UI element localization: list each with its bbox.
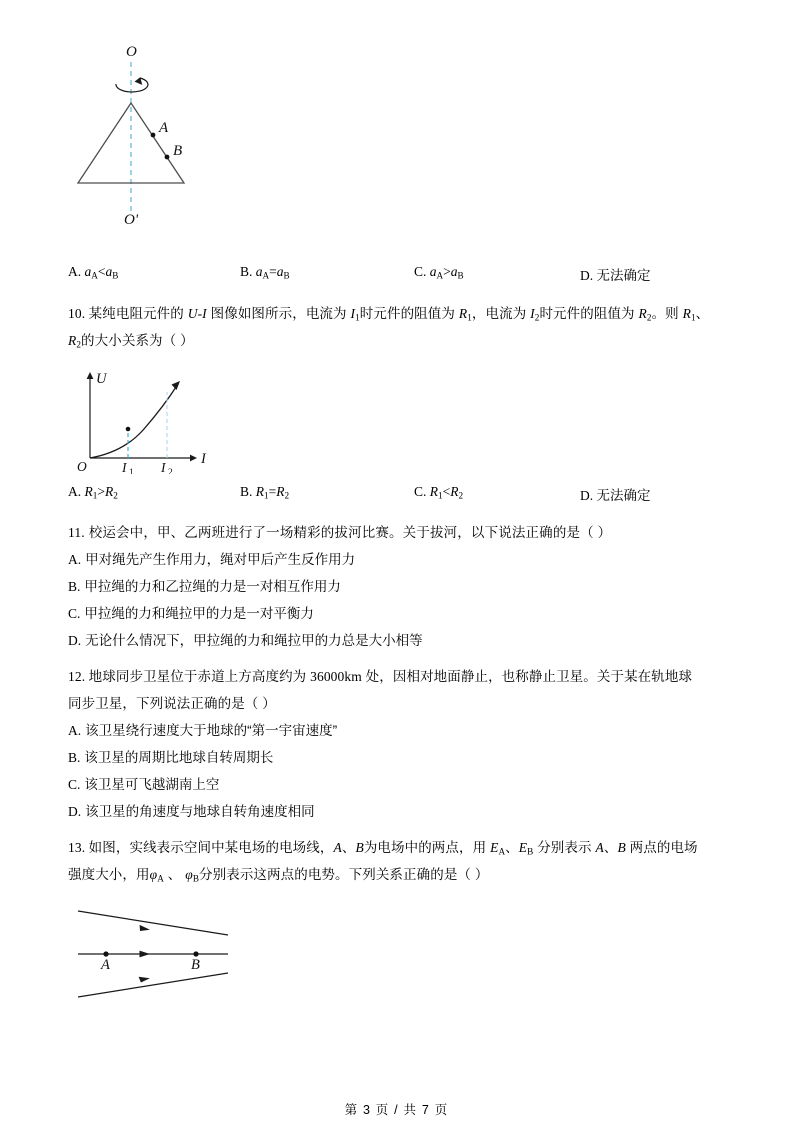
q10-text-5: 时元件的阻值为 (539, 306, 639, 321)
u-axis-label: U (96, 371, 107, 387)
option-c-relation: > (443, 264, 451, 279)
q12-distance-value: 36000km (310, 669, 362, 684)
question-10-option-c[interactable] (414, 484, 463, 500)
question-11-option-a[interactable] (68, 546, 728, 573)
q10-option-b-var2: R (276, 484, 285, 499)
q11-option-b-label: B. (68, 579, 81, 594)
q11-option-c-label: C. (68, 606, 81, 621)
q10-text-1: 某纯电阻元件的 (88, 306, 188, 321)
option-a-var2: a (105, 264, 113, 279)
origin-label: O (77, 459, 87, 474)
cone-label-b: B (173, 143, 183, 159)
q10-option-c-sub2: 2 (458, 490, 464, 501)
q13-phi-b: φ (185, 867, 193, 882)
question-11-option-b[interactable] (68, 573, 728, 600)
point-b-dot (165, 155, 170, 160)
field-line-middle-arrowhead (140, 951, 151, 958)
q10-text-4: ，电流为 (471, 306, 531, 321)
question-10-option-a[interactable] (68, 484, 118, 500)
q13-text-6: 、 (603, 840, 618, 855)
question-10-option-b[interactable] (240, 484, 289, 500)
q10-option-d-text: 无法确定 (596, 488, 651, 503)
field-line-top (78, 911, 228, 935)
field-line-bottom-arrowhead (139, 975, 151, 983)
q11-option-d-label: D. (68, 633, 82, 648)
q10-option-c-var2: R (450, 484, 459, 499)
u-i-curve-figure (68, 366, 728, 474)
q11-option-c-text: 甲拉绳的力和绳拉甲的力是一对平衡力 (84, 606, 314, 621)
q10-ui-label: U-I (187, 306, 207, 321)
rotation-arrow-arc (116, 78, 148, 92)
q12-option-b-text: 该卫星的周期比地球自转周期长 (84, 750, 274, 765)
question-10-option-d[interactable] (580, 484, 651, 504)
cone-label-a: A (159, 120, 169, 136)
question-12-stem-line1 (68, 663, 728, 690)
q10-option-a-relation: > (97, 484, 105, 499)
q10-r2-sub: 2 (646, 312, 652, 323)
option-b-sub2: B (283, 270, 290, 281)
q10-r2: R (638, 306, 647, 321)
cone-svg (68, 40, 308, 226)
q12-text-1: 地球同步卫星位于赤道上方高度约为 (88, 669, 311, 684)
q10-option-b-sub2: 2 (284, 490, 290, 501)
option-a-sub2: B (112, 270, 119, 281)
field-point-b-dot (193, 951, 198, 956)
ui-curve-arrowhead (172, 381, 181, 390)
i1-point-dot (126, 427, 131, 432)
question-13-stem (68, 834, 728, 888)
q12-option-c-label: C. (68, 777, 81, 792)
q13-text-3: 为电场中的两点，用 (363, 840, 491, 855)
q10-option-b-sub1: 1 (264, 490, 269, 501)
q12-option-a-label: A. (68, 723, 82, 738)
q10-option-a-sub2: 2 (113, 490, 118, 501)
question-13-stem-line1 (68, 834, 728, 861)
field-point-b-label: B (191, 957, 200, 973)
q10-l2-r2: R (68, 333, 77, 348)
option-c-sub2: B (457, 270, 464, 281)
q11-option-b-text: 甲拉绳的力和乙拉绳的力是一对相互作用力 (84, 579, 341, 594)
question-13-stem-line2 (68, 861, 728, 888)
q10-option-a-label: A. (68, 484, 82, 499)
question-10-stem-line1 (68, 300, 728, 327)
q13-text-2: 、 (341, 840, 356, 855)
q10-option-a-sub1: 1 (92, 490, 98, 501)
q13-text-5: 分别表示 (533, 840, 596, 855)
page-footer: 第 3 页 / 共 7 页 (344, 1103, 449, 1117)
i-axis-arrowhead (190, 455, 197, 462)
q10-r1b: R (682, 306, 691, 321)
q13-point-a2: A (595, 840, 604, 855)
q10-option-c-var1: R (429, 484, 439, 499)
field-lines-svg (68, 902, 328, 1007)
q13-phi-b-sub: B (192, 873, 200, 884)
question-13-number: 13. (68, 840, 86, 855)
question-10-stem (68, 300, 728, 354)
q13-text-1: 如图，实线表示空间中某电场的电场线， (88, 840, 334, 855)
option-c-label: C. (414, 264, 427, 279)
q13-text-7: 两点的电场 (625, 840, 698, 855)
q10-r1b-sub: 1 (690, 312, 696, 323)
option-b-label: B. (240, 264, 253, 279)
option-c-var2: a (450, 264, 458, 279)
cone-label-o-bottom: O' (124, 212, 139, 226)
i1-tick-label: I (122, 460, 127, 474)
question-11-stem-text: 校运会中，甲、乙两班进行了一场精彩的拔河比赛。关于拔河，以下说法正确的是（ ） (88, 525, 612, 540)
question-10-options-row (68, 484, 728, 510)
q10-option-c-label: C. (414, 484, 427, 499)
q13-l2-text-1: 强度大小，用 (68, 867, 150, 882)
field-line-bottom (78, 973, 228, 997)
option-a-var1: a (84, 264, 92, 279)
field-point-a-dot (103, 951, 108, 956)
question-12-number: 12. (68, 669, 86, 684)
q12-text-2: 处，因相对地面静止，也称静止卫星。关于某在轨地球 (361, 669, 693, 684)
rotating-cone-figure (68, 40, 728, 226)
q13-text-4: 、 (505, 840, 519, 855)
i2-tick-label: I (161, 460, 166, 474)
q11-option-a-label: A. (68, 552, 82, 567)
field-line-top-arrowhead (139, 925, 151, 933)
q12-option-c-text: 该卫星可飞越湖南上空 (84, 777, 220, 792)
q10-option-b-relation: = (268, 484, 277, 499)
field-point-a-label: A (101, 957, 110, 973)
q13-ea: E (490, 840, 499, 855)
q10-option-b-var1: R (255, 484, 265, 499)
q13-l2-text-3: 分别表示这两点的电势。下列关系正确的是（ ） (199, 867, 489, 882)
q12-option-b-label: B. (68, 750, 81, 765)
option-c-sub1: A (436, 270, 444, 281)
q10-l2-r2-sub: 2 (76, 339, 82, 350)
ui-characteristic-curve (90, 384, 178, 458)
question-9-option-a[interactable] (68, 264, 118, 280)
q10-text-2: 图像如图所示，电流为 (206, 306, 351, 321)
q10-option-a-var2: R (104, 484, 114, 499)
question-11-number: 11. (68, 525, 85, 540)
q10-r1-sub: 1 (467, 312, 472, 323)
question-10-stem-line2 (68, 327, 728, 354)
q10-l2-text: 的大小关系为（ ） (81, 333, 194, 348)
q13-phi-a-sub: A (157, 873, 164, 884)
question-12-option-b[interactable] (68, 744, 728, 771)
option-b-var2: a (276, 264, 284, 279)
q10-option-d-label: D. (580, 488, 594, 503)
i2-tick-subscript: 2 (168, 468, 173, 474)
question-11-option-c[interactable] (68, 600, 728, 627)
q10-option-c-sub1: 1 (438, 490, 443, 501)
q10-option-c-relation: < (442, 484, 451, 499)
question-12-option-a[interactable] (68, 717, 728, 744)
question-12-stem-line2: 同步卫星，下列说法正确的是（ ） (68, 696, 276, 711)
option-a-sub1: A (91, 270, 98, 281)
q13-point-b2: B (617, 840, 626, 855)
electric-field-lines-figure (68, 902, 728, 1007)
q10-i1: I (350, 306, 356, 321)
question-10-number: 10. (68, 306, 86, 321)
option-d-label: D. (580, 268, 594, 283)
question-12-stem (68, 663, 728, 717)
q13-point-b: B (355, 840, 364, 855)
option-c-var1: a (429, 264, 437, 279)
option-b-sub1: A (262, 270, 270, 281)
q10-text-3: 时元件的阻值为 (359, 306, 459, 321)
q13-phi-a: φ (149, 867, 158, 882)
q12-option-d-text: 该卫星的角速度与地球自转角速度相同 (85, 804, 315, 819)
question-9-option-c[interactable] (414, 264, 464, 280)
question-11-stem (68, 520, 728, 546)
option-b-relation: = (269, 264, 277, 279)
page-content (68, 40, 728, 1007)
q11-option-a-text: 甲对绳先产生作用力，绳对甲后产生反作用力 (85, 552, 356, 567)
q10-i2: I (530, 306, 535, 321)
q13-eb: E (518, 840, 528, 855)
ui-graph-svg (68, 366, 288, 474)
q10-text-6: 。则 (651, 306, 683, 321)
point-a-dot (151, 133, 156, 138)
option-d-text: 无法确定 (596, 268, 651, 283)
q10-text-7: 、 (695, 306, 710, 321)
q10-option-a-var1: R (84, 484, 93, 499)
i-axis-label: I (201, 451, 206, 467)
q12-option-d-label: D. (68, 804, 82, 819)
question-9-option-d[interactable] (580, 264, 651, 284)
q13-ea-sub: A (498, 846, 506, 857)
q10-i2-sub: 2 (534, 312, 540, 323)
u-axis-arrowhead (87, 372, 94, 379)
option-a-relation: < (97, 264, 106, 279)
q10-r1: R (458, 306, 468, 321)
q10-option-b-label: B. (240, 484, 253, 499)
q13-eb-sub: B (527, 846, 534, 857)
q12-option-a-text: 该卫星绕行速度大于地球的“第一宇宙速度” (85, 723, 338, 738)
i1-tick-subscript: 1 (129, 468, 134, 474)
cone-label-o-top: O (126, 44, 137, 60)
option-b-var1: a (255, 264, 263, 279)
q13-point-a: A (333, 840, 342, 855)
option-a-label: A. (68, 264, 82, 279)
q11-option-d-text: 无论什么情况下，甲拉绳的力和绳拉甲的力总是大小相等 (85, 633, 423, 648)
question-9-option-b[interactable] (240, 264, 290, 280)
question-9-options-row (68, 264, 728, 290)
q13-l2-text-2: 、 (163, 867, 186, 882)
question-12-option-d[interactable] (68, 798, 728, 825)
q10-i1-sub: 1 (355, 312, 360, 323)
question-11-option-d[interactable] (68, 627, 728, 654)
question-12-option-c[interactable] (68, 771, 728, 798)
rotation-arrowhead (136, 78, 142, 84)
